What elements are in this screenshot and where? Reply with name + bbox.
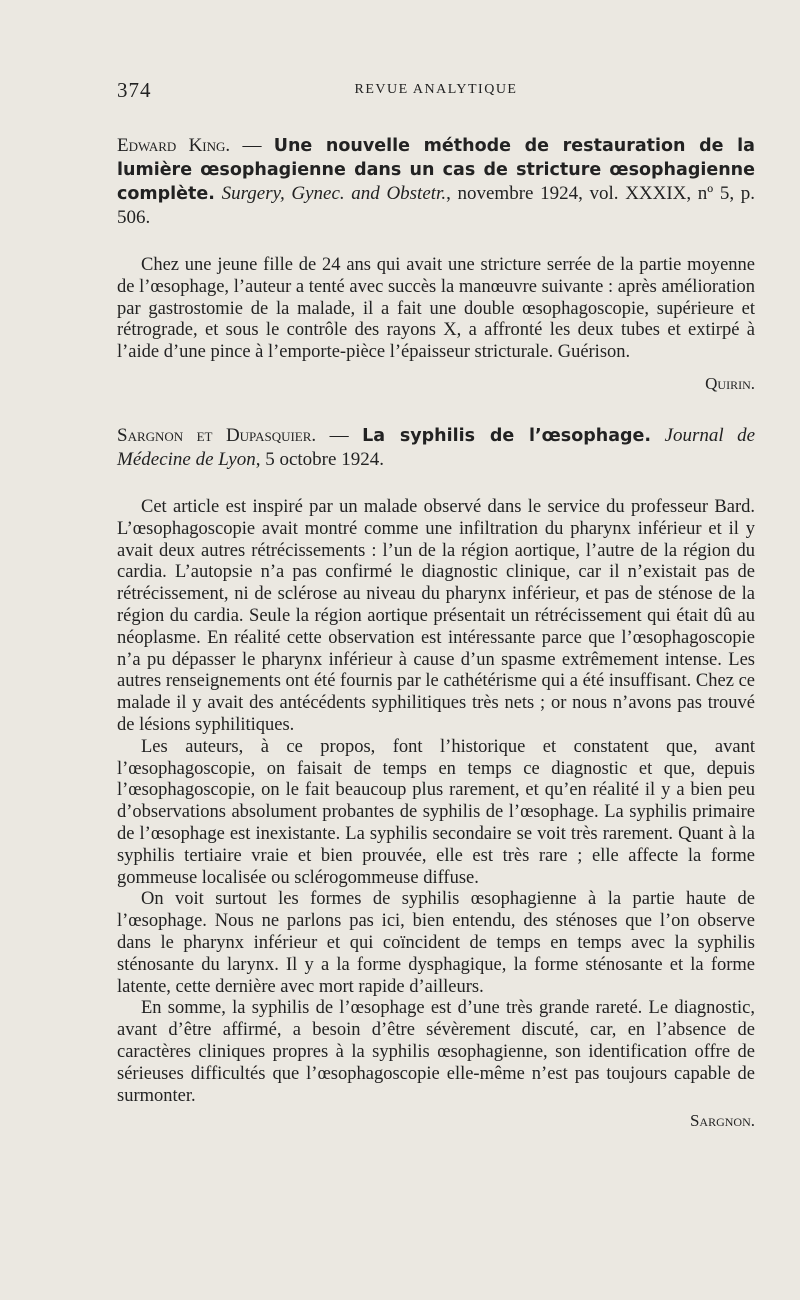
entry-title: La syphilis de l’œsophage. (362, 425, 652, 446)
entry-author: Sargnon et Dupasquier. (117, 424, 317, 446)
entry-author: Edward King. (117, 135, 231, 156)
running-title: REVUE ANALYTIQUE (354, 82, 518, 97)
entry-paragraph: Cet article est inspiré par un malade observé dans le service du professeur Bard. L’œsophagoscopie avait montré comme une infiltration du pharynx inférieur et il y avait deux autres rétrécissements : l’un de la région aortique, l’autre de la région du cardia. L’autopsie n’a pas confirmé le diagnostic clinique, car il n’existait pas de rétrécissement, ni de sclérose au niveau du pharynx inférieur, et pas de sténose de la région du cardia. Seule la région aortique présentait un rétrécissement qui était dû au néoplasme. En réalité cette observation est intéressante parce que l’œsophagoscopie n’a pu dépasser le pharynx inférieur à cause d’un spasme extrêmement intense. Les autres renseignements ont été fournis par le cathétérisme qui a été insuffisant. Chez ce malade il y avait des antécédents syphilitiques très nets ; or nous n’avons pas trouvé de lésions syphilitiques. (117, 496, 755, 735)
entry-paragraph: Les auteurs, à ce propos, font l’historique et constatent que, avant l’œsophagoscopie, on faisait de temps en temps ce diagnostic et que, depuis l’œsophagoscopie, on le fait beaucoup plus rarement, et qu’en réalité il y a bien peu d’observations absolument probantes de syphilis de l’œsophage. La syphilis primaire de l’œsophage est inexistante. La syphilis secondaire se voit très rarement. Quant à la syphilis tertiaire vraie et bien prouvée, elle est très rare ; elle affecte la forme gommeuse localisée ou sclérogommeuse diffuse. (117, 736, 755, 888)
entry-dash: — (230, 135, 274, 156)
entry-paragraph: Chez une jeune fille de 24 ans qui avait une stricture serrée de la partie moyenne de l’œsophage, l’auteur a tenté avec succès la manœuvre suivante : après amélioration par gastrostomie de la malade, il a fait une double œsophagoscopie, supérieure et rétrograde, et sous le contrôle des rayons X, a affronté les deux tubes et extirpé à l’aide d’une pince à l’emporte-pièce l’épaisseur stricturale. Guérison. (117, 255, 755, 363)
entry-heading (117, 424, 755, 471)
entry-citation: , novembre 1924, vol. XXXIX, nº 5, p. 506. (117, 183, 755, 228)
page-header (117, 78, 755, 102)
entry-paragraph: On voit surtout les formes de syphilis œsophagienne à la partie haute de l’œsophage. Nous ne parlons pas ici, bien entendu, des sténoses que l’on observe dans le pharynx inférieur et qui coïncident de temps en temps avec la syphilis sténosante du larynx. Il y a la forme dysphagique, la forme sténosante et la forme latente, cette dernière avec mort rapide d’ailleurs. (117, 889, 755, 997)
page-content (117, 134, 755, 1131)
entry-paragraph: En somme, la syphilis de l’œsophage est d’une très grande rareté. Le diagnostic, avant d’être affirmé, a besoin d’être sévèrement discuté, car, en l’absence de caractères cliniques propres à la syphilis œsophagienne, son identification offre de sérieuses difficultés que l’œsophagoscopie elle-même n’est pas toujours capable de surmonter. (117, 998, 755, 1106)
abstract-entry-sargnon (117, 424, 755, 1131)
entry-signature: Quirin. (705, 373, 755, 393)
entry-journal: Journal de Médecine de Lyon (117, 424, 756, 470)
entry-dash: — (316, 424, 363, 446)
entry-heading (117, 134, 755, 229)
entry-journal: Surgery, Gynec. and Obstetr. (221, 183, 447, 204)
entry-signature: Sargnon. (689, 1111, 755, 1131)
entry-title: Une nouvelle méthode de restauration de la lumière œsophagienne dans un cas de stricture œsophagienne complète. (117, 136, 755, 204)
abstract-entry-king (117, 134, 755, 394)
page-number: 374 (117, 78, 152, 102)
entry-citation: , 5 octobre 1924. (255, 448, 384, 470)
